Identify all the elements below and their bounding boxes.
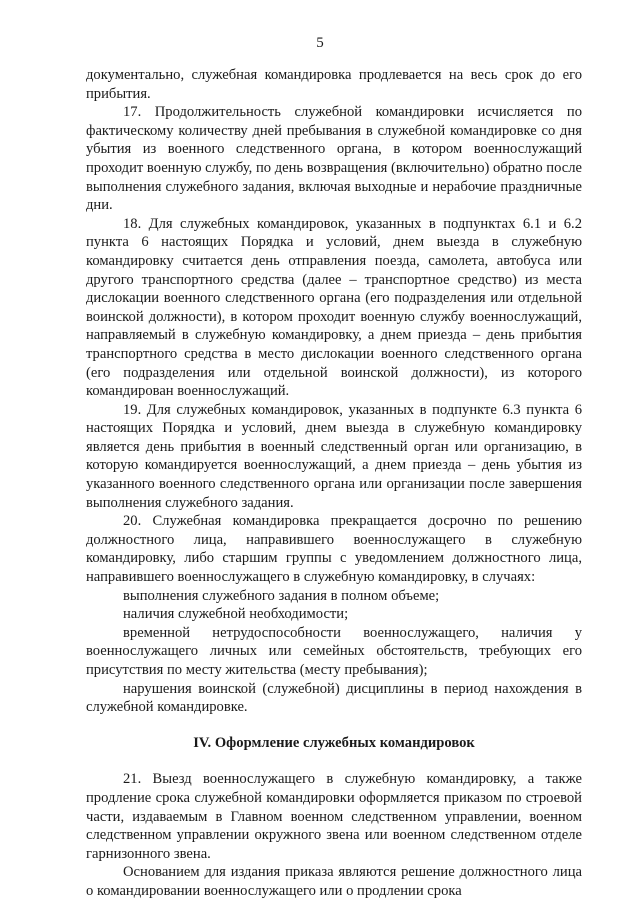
case-item-2: наличия служебной необходимости;: [123, 606, 349, 623]
section-heading: IV. Оформление служебных командировок: [193, 734, 475, 751]
paragraph-21: 21. Выезд военнослужащего в служебную командировку, а также продление срока служебной командировки оформляется приказом по строевой части, издаваемым в Главном военном следственном управлении, военном следственном управлении окружного звена или военном следственном отделе гарнизонного звена.: [86, 771, 582, 862]
paragraph-18: 18. Для служебных командировок, указанных в подпунктах 6.1 и 6.2 пункта 6 настоящих Порядка и условий, днем выезда в служебную командировку считается день отправления поезда, самолета, автобуса или другого транспортного средства (далее – транспортное средство) из места дислокации военного следственного органа (его подразделения или отдельной воинской должности), в котором проходит военную службу военнослужащий, направляемый в служебную командировку, а днем приезда – день прибытия транспортного средства в место дислокации военного следственного органа (его подразделения или отдельной воинской должности), из которого командирован военнослужащий.: [86, 215, 582, 400]
paragraph-17: 17. Продолжительность служебной командировки исчисляется по фактическому количеству дней пребывания в служебной командировке со дня убытия из военного следственного органа, в котором военнослужащий проходит военную службу, по день возвращения (включительно) обратно после выполнения служебного задания, включая выходные и нерабочие праздничные дни.: [86, 104, 582, 214]
paragraph-19: 19. Для служебных командировок, указанных в подпункте 6.3 пункта 6 настоящих Порядка и условий, днем выезда в служебную командировку является день прибытия в военный следственный орган или организацию, в которую командируется военнослужащий, а днем приезда – день убытия из указанного военного следственного органа или организации после завершения выполнения служебного задания.: [86, 401, 582, 511]
paragraph-continuation: документально, служебная командировка продлевается на весь срок до его прибытия.: [86, 67, 582, 102]
paragraph-basis: Основанием для издания приказа являются решение должностного лица о командировании военнослужащего или о продлении срока: [86, 864, 582, 899]
paragraph-20: 20. Служебная командировка прекращается досрочно по решению должностного лица, направившего военнослужащего в служебную командировку, либо старшим группы с уведомлением должностного лица, направившего военнослужащего в служебную командировку, в случаях:: [86, 513, 582, 586]
page-number: 5: [316, 35, 324, 51]
case-item-1: выполнения служебного задания в полном объеме;: [123, 587, 440, 604]
page-content: [86, 66, 582, 901]
case-item-4: нарушения воинской (служебной) дисциплины в период нахождения в служебной командировке.: [86, 680, 582, 716]
case-item-3: временной нетрудоспособности военнослужащего, наличия у военнослужащего личных или семейных обстоятельств, требующих его присутствия по месту жительства (месту пребывания);: [86, 624, 582, 678]
